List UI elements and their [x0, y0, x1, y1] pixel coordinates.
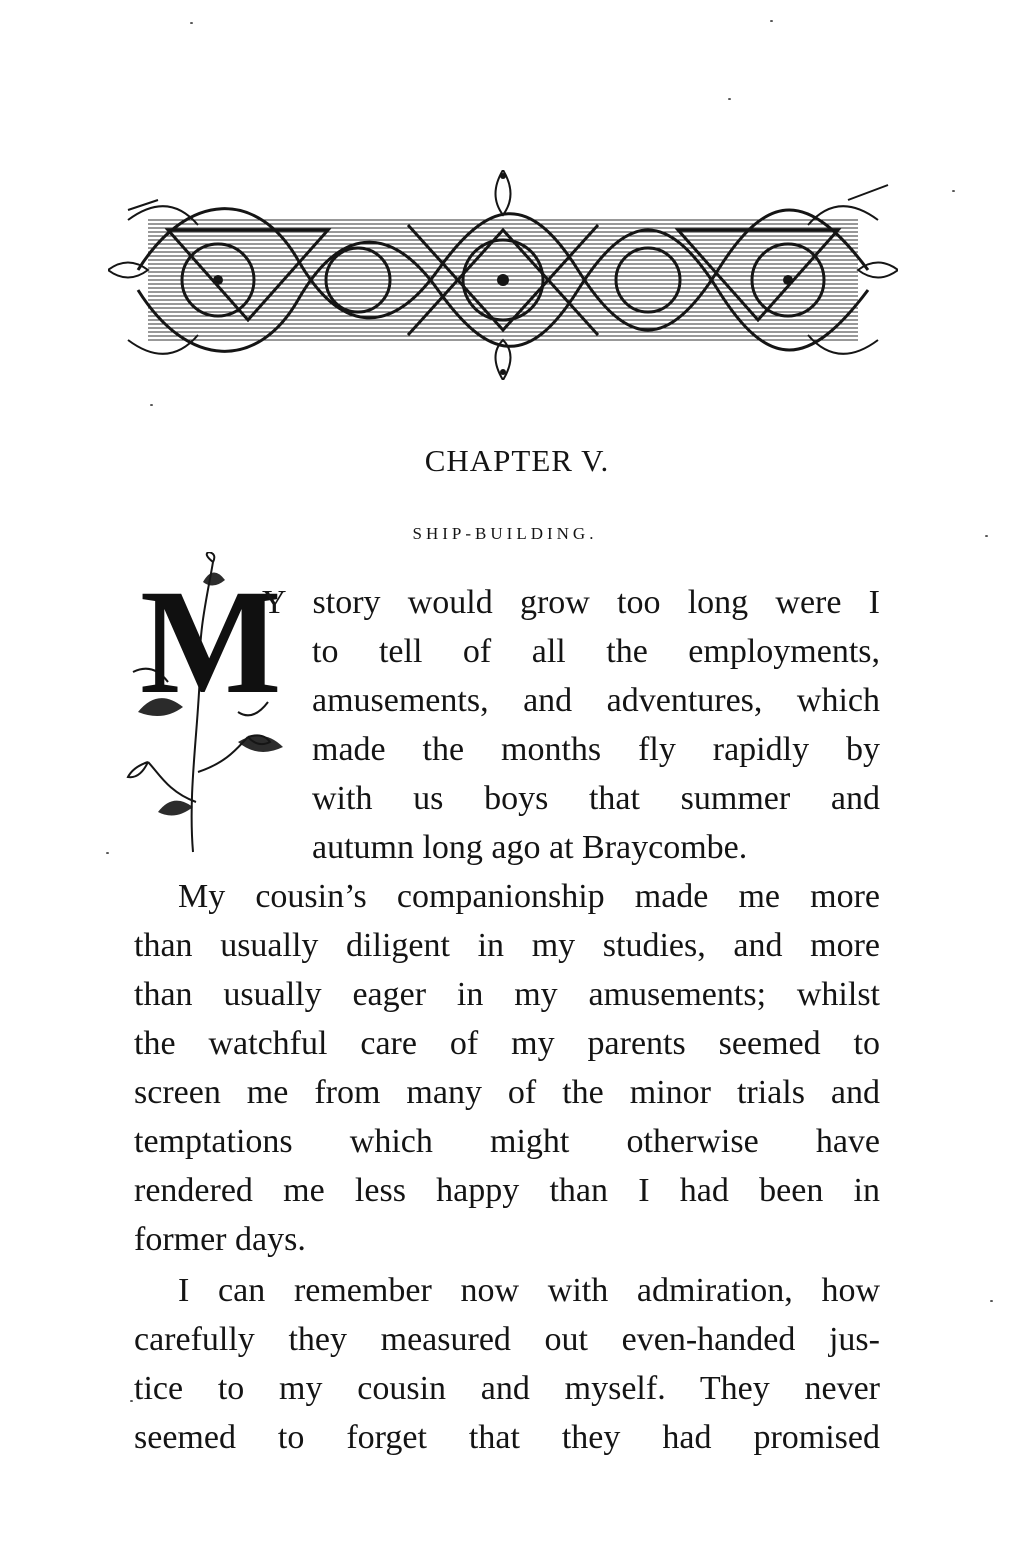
- paragraph-1-line-2: to tell of all the employments,: [312, 633, 880, 670]
- print-speck: [728, 98, 731, 100]
- paragraph-3-line-4: seemed to forget that they had promised: [134, 1419, 880, 1456]
- paragraph-1-line-5: with us boys that summer and: [312, 780, 880, 817]
- dropcap-letter: M: [140, 559, 282, 725]
- print-speck: [952, 190, 955, 192]
- paragraph-1-line-1: Y story would grow too long were I: [262, 584, 880, 621]
- chapter-subtitle: SHIP-BUILDING.: [412, 524, 598, 543]
- paragraph-2-line-2: than usually diligent in my studies, and more: [134, 927, 880, 964]
- paragraph-2-line-4: the watchful care of my parents seemed to: [134, 1025, 880, 1062]
- paragraph-3-line-2: carefully they measured out even-handed jus-: [134, 1321, 880, 1358]
- paragraph-2-line-8: former days.: [134, 1221, 306, 1258]
- paragraph-1-line-4: made the months fly rapidly by: [312, 731, 880, 768]
- paragraph-2-line-3: than usually eager in my amusements; whilst: [134, 976, 880, 1013]
- paragraph-3-line-1: I can remember now with admiration, how: [178, 1272, 880, 1309]
- chapter-title: CHAPTER V.: [424, 443, 610, 478]
- print-speck: [130, 1400, 133, 1402]
- print-speck: [770, 20, 773, 22]
- print-speck: [190, 22, 193, 24]
- paragraph-2-line-1: My cousin’s companionship made me more: [178, 878, 880, 915]
- paragraph-2-line-7: rendered me less happy than I had been in: [134, 1172, 880, 1209]
- print-speck: [150, 404, 153, 406]
- paragraph-1-line-6: autumn long ago at Braycombe.: [312, 829, 748, 866]
- paragraph-1-line-3: amusements, and adventures, which: [312, 682, 880, 719]
- ornamental-headpiece: [108, 170, 898, 380]
- print-speck: [990, 1300, 993, 1302]
- paragraph-2-line-6: temptations which might otherwise have: [134, 1123, 880, 1160]
- print-speck: [106, 852, 109, 854]
- paragraph-2-line-5: screen me from many of the minor trials and: [134, 1074, 880, 1111]
- paragraph-3-line-3: tice to my cousin and myself. They never: [134, 1370, 880, 1407]
